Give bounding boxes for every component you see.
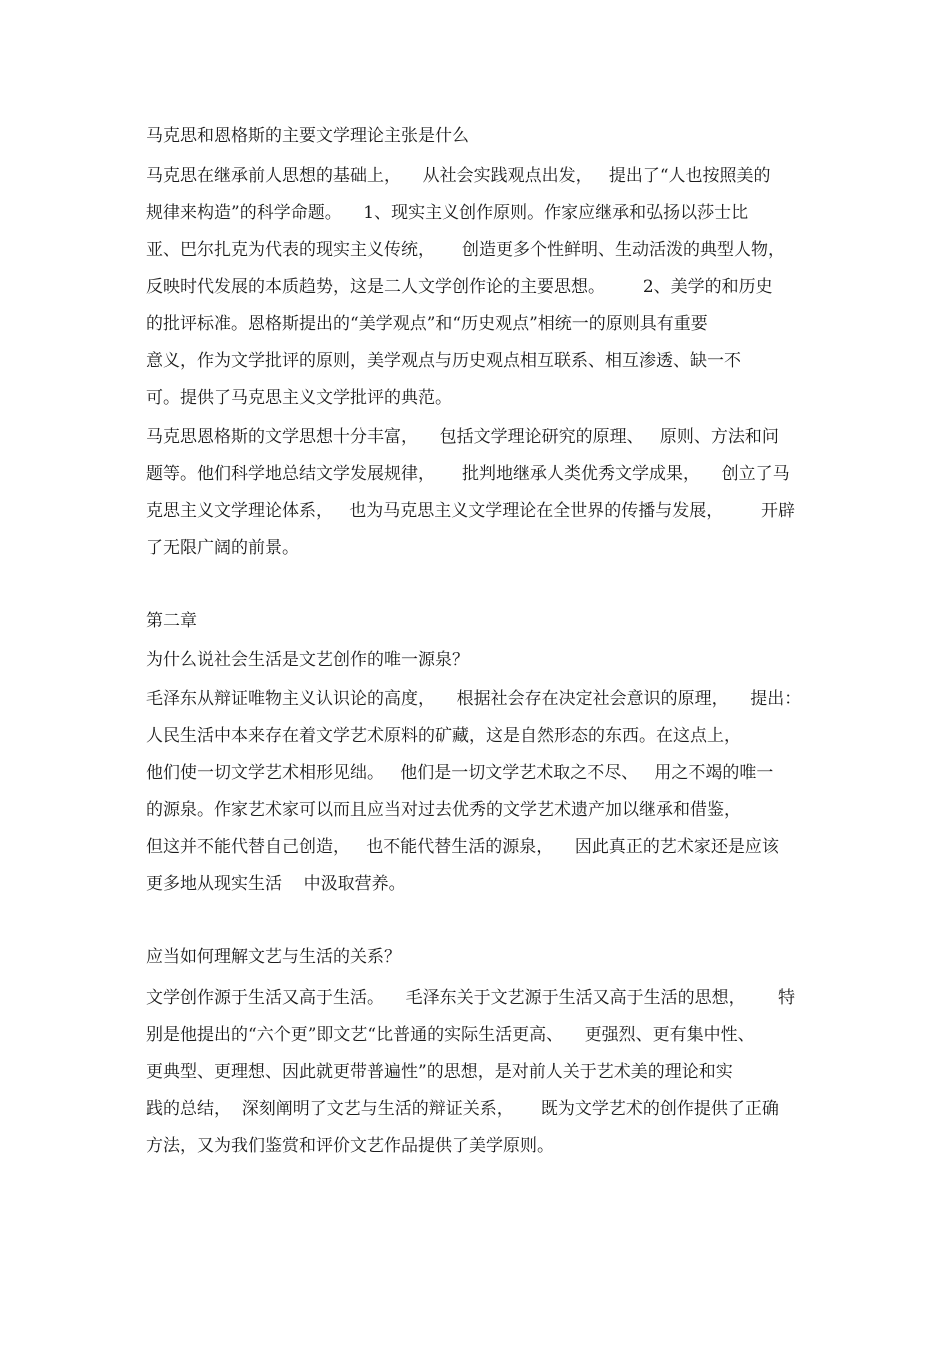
paragraph-line: 题等。他们科学地总结文学发展规律， 批判地继承人类优秀文学成果， 创立了马 [146, 464, 790, 484]
paragraph-line: 文学创作源于生活又高于生活。 毛泽东关于文艺源于生活又高于生活的思想， 特 [146, 988, 796, 1008]
paragraph-line: 了无限广阔的前景。 [146, 538, 299, 558]
paragraph-line: 意义，作为文学批评的原则，美学观点与历史观点相互联系、相互渗透、缺一不 [146, 351, 741, 371]
paragraph-line: 更多地从现实生活 中汲取营养。 [146, 874, 406, 894]
paragraph-line: 但这并不能代替自己创造， 也不能代替生活的源泉， 因此真正的艺术家还是应该 [146, 837, 779, 857]
chapter-title: 第二章 [146, 611, 197, 631]
paragraph-line: 践的总结， 深刻阐明了文艺与生活的辩证关系， 既为文学艺术的创作提供了正确 [146, 1099, 779, 1119]
paragraph-line: 克思主义文学理论体系， 也为马克思主义文学理论在全世界的传播与发展， 开辟 [146, 501, 796, 521]
paragraph-line: 他们使一切文学艺术相形见绌。 他们是一切文学艺术取之不尽、 用之不竭的唯一 [146, 763, 774, 783]
section-heading: 马克思和恩格斯的主要文学理论主张是什么 [146, 126, 469, 146]
paragraph-line: 人民生活中本来存在着文学艺术原料的矿藏，这是自然形态的东西。在这点上， [146, 726, 741, 746]
paragraph-line: 别是他提出的“六个更”即文艺“比普通的实际生活更高、 更强烈、更有集中性、 [146, 1025, 755, 1045]
paragraph-line: 马克思恩格斯的文学思想十分丰富， 包括文学理论研究的原理、 原则、方法和问 [146, 427, 779, 447]
question-heading: 应当如何理解文艺与生活的关系？ [146, 947, 401, 967]
paragraph-line: 毛泽东从辩证唯物主义认识论的高度， 根据社会存在决定社会意识的原理， 提出： [146, 689, 802, 709]
paragraph-line: 更典型、更理想、因此就更带普遍性”的思想，是对前人关于艺术美的理论和实 [146, 1062, 733, 1082]
paragraph-line: 方法，又为我们鉴赏和评价文艺作品提供了美学原则。 [146, 1136, 554, 1156]
paragraph-line: 马克思在继承前人思想的基础上， 从社会实践观点出发， 提出了“人也按照美的 [146, 166, 771, 186]
paragraph-line: 的批评标准。恩格斯提出的“美学观点”和“历史观点”相统一的原则具有重要 [146, 314, 708, 334]
paragraph-line: 反映时代发展的本质趋势，这是二人文学创作论的主要思想。 2、美学的和历史 [146, 277, 773, 297]
paragraph-line: 亚、巴尔扎克为代表的现实主义传统， 创造更多个性鲜明、生动活泼的典型人物， [146, 240, 786, 260]
paragraph-line: 规律来构造”的科学命题。 1、现实主义创作原则。作家应继承和弘扬以莎士比 [146, 203, 749, 223]
paragraph-line: 可。提供了马克思主义文学批评的典范。 [146, 388, 452, 408]
paragraph-line: 的源泉。作家艺术家可以而且应当对过去优秀的文学艺术遗产加以继承和借鉴， [146, 800, 741, 820]
question-heading: 为什么说社会生活是文艺创作的唯一源泉？ [146, 650, 469, 670]
